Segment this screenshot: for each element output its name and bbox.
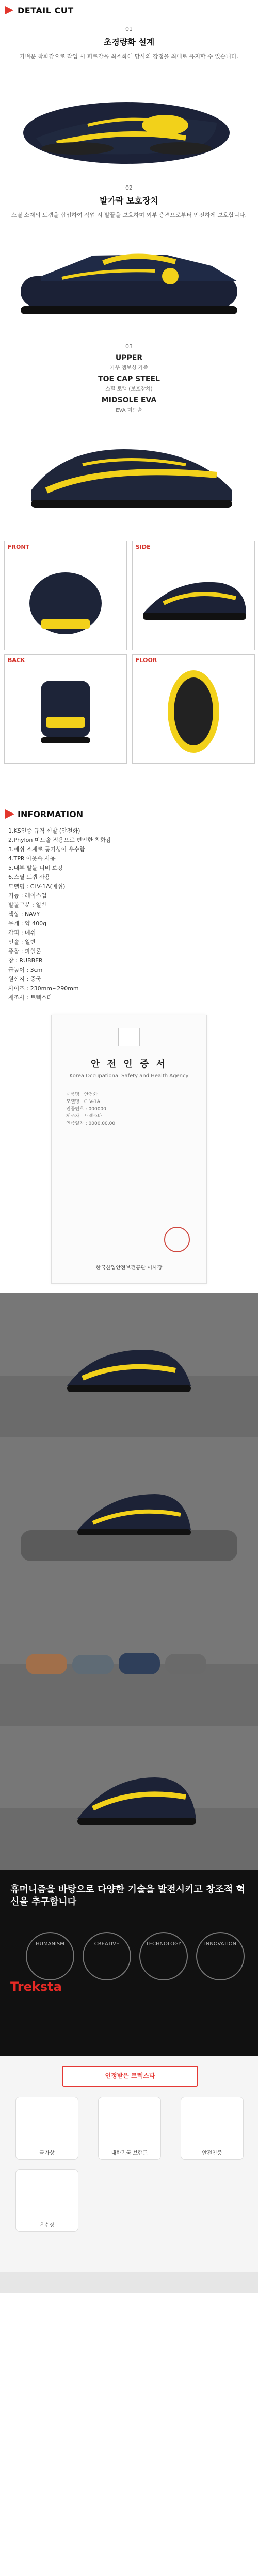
photo-4-shoe bbox=[67, 1757, 201, 1839]
brand-headline: 휴머니즘을 바탕으로 다양한 기술을 발전시키고 창조적 혁신을 추구합니다 bbox=[10, 1884, 245, 1907]
brand-pillar-1-label: HUMANISM bbox=[36, 1941, 64, 1947]
certificate-title: 안 전 인 증 서 bbox=[90, 1059, 167, 1070]
views-grid bbox=[0, 537, 258, 805]
info-item-2: 2.Phylon 미드솔 적용으로 편안한 착화감 bbox=[8, 837, 111, 843]
info-item-12: 무게 : 약 400g bbox=[8, 920, 47, 927]
certificate-line-1: 제품명 : 안전화 bbox=[66, 1092, 98, 1097]
detail-02-num: 02 bbox=[125, 184, 133, 191]
photo-1 bbox=[0, 1293, 258, 1437]
info-item-3: 3.메쉬 소재로 통기성이 우수함 bbox=[8, 846, 85, 853]
side-view-svg bbox=[133, 541, 254, 650]
info-item-10: 발볼구분 : 일반 bbox=[8, 902, 47, 908]
detail-03 bbox=[0, 343, 258, 532]
certificate-foot: 한국산업안전보건공단 이사장 bbox=[95, 1265, 163, 1271]
footer-strip bbox=[0, 2272, 258, 2293]
badge-3-label: 안전인증 bbox=[202, 2150, 222, 2156]
brand-section bbox=[0, 1870, 258, 2056]
label-midsole-sub: EVA 미드솔 bbox=[116, 408, 142, 413]
info-item-6: 6.스틸 토캡 사용 bbox=[8, 874, 51, 880]
badge-4-label: 우수상 bbox=[39, 2223, 55, 2228]
view-front-label: FRONT bbox=[8, 544, 30, 550]
view-back bbox=[4, 654, 127, 764]
information-header bbox=[0, 805, 258, 823]
lifestyle-photos bbox=[0, 1293, 258, 1870]
detail-02-shoe-image bbox=[0, 219, 258, 338]
view-front bbox=[4, 541, 127, 650]
brand-pillar-3 bbox=[139, 1932, 188, 1980]
detail-01-desc: 가벼운 착화감으로 작업 시 피로감을 최소화해 당사의 장점을 최대로 유지할 수 있습니다. bbox=[19, 53, 239, 60]
certificate-line-5: 인증일자 : 0000.00.00 bbox=[66, 1121, 116, 1126]
brand-pillar-2-label: CREATIVE bbox=[94, 1941, 120, 1947]
label-upper-sub: 카우 엠보싱 가죽 bbox=[110, 365, 148, 371]
label-upper: UPPER bbox=[115, 354, 143, 362]
detail-01-shoe-image bbox=[0, 61, 258, 179]
detail-01-title: 초경량화 설계 bbox=[103, 37, 155, 47]
info-item-14: 인솔 : 일반 bbox=[8, 939, 36, 945]
badges-banner-text: 인정받은 트렉스타 bbox=[105, 2072, 155, 2079]
certificate-logo bbox=[118, 1028, 140, 1046]
view-floor bbox=[132, 654, 255, 764]
red-arrow-icon bbox=[5, 6, 13, 14]
view-floor-label: FLOOR bbox=[136, 657, 157, 664]
label-midsole: MIDSOLE EVA bbox=[101, 396, 157, 404]
detail-01-num: 01 bbox=[125, 26, 133, 32]
information-list bbox=[0, 823, 258, 1006]
certificate-line-3: 인증번호 : 000000 bbox=[66, 1107, 106, 1112]
shoe-side-view-svg bbox=[0, 219, 258, 338]
certificate-card bbox=[51, 1015, 207, 1284]
information-title: INFORMATION bbox=[18, 809, 84, 819]
certificate-subtitle: Korea Occupational Safety and Health Agency bbox=[69, 1073, 189, 1079]
info-item-4: 4.TPR 아웃솔 사용 bbox=[8, 855, 56, 862]
brand-pillar-3-label: TECHNOLOGY bbox=[146, 1941, 182, 1947]
badge-2 bbox=[98, 2097, 161, 2160]
badge-3 bbox=[181, 2097, 244, 2160]
brand-pillar-4-label: INNOVATION bbox=[204, 1941, 237, 1947]
photo-2 bbox=[0, 1437, 258, 1582]
info-item-16: 창 : RUBBER bbox=[8, 957, 43, 964]
badge-1 bbox=[15, 2097, 78, 2160]
info-item-20: 제조사 : 트렉스타 bbox=[8, 994, 53, 1001]
info-item-19: 사이즈 : 230mm~290mm bbox=[8, 985, 79, 992]
front-view-svg bbox=[5, 541, 126, 650]
red-arrow-icon-svg bbox=[5, 809, 14, 819]
detail-02-title: 발가락 보호장치 bbox=[100, 196, 158, 206]
badges-section bbox=[0, 2056, 258, 2293]
label-toecap-sub: 스틸 토캡 (보호장치) bbox=[105, 386, 153, 392]
shoe-top-view-svg bbox=[0, 61, 258, 179]
info-item-18: 원산지 : 중국 bbox=[8, 976, 41, 982]
floor-view-svg bbox=[133, 655, 254, 763]
photo-1-shoe bbox=[62, 1329, 196, 1401]
brand-pillar-2 bbox=[83, 1932, 131, 1980]
photo-2-shoe bbox=[72, 1479, 196, 1546]
info-item-17: 굽높이 : 3cm bbox=[8, 967, 43, 973]
red-arrow-icon bbox=[5, 809, 14, 819]
info-item-8: 모델명 : CLV-1A(메쉬) bbox=[8, 883, 66, 890]
certificate-line-2: 모델명 : CLV-1A bbox=[66, 1099, 100, 1105]
badge-2-label: 대한민국 브랜드 bbox=[111, 2150, 148, 2156]
label-toecap: TOE CAP STEEL bbox=[98, 375, 160, 383]
detail-03-num: 03 bbox=[125, 343, 133, 350]
detail-01 bbox=[0, 26, 258, 179]
view-side bbox=[132, 541, 255, 650]
view-back-label: BACK bbox=[8, 657, 25, 664]
certificate-line-4: 제조자 : 트렉스타 bbox=[66, 1114, 102, 1119]
shoe-three-quarter-svg bbox=[0, 413, 258, 532]
info-item-11: 색상 : NAVY bbox=[8, 911, 40, 918]
badges-banner bbox=[62, 2066, 198, 2087]
detail-03-shoe-image bbox=[0, 413, 258, 532]
detail-03-labels bbox=[0, 354, 258, 413]
brand-pillar-1 bbox=[26, 1932, 74, 1980]
info-item-13: 갑피 : 메쉬 bbox=[8, 929, 36, 936]
red-arrow-icon-svg bbox=[5, 6, 13, 14]
info-item-1: 1.KS인증 규격 신발 (안전화) bbox=[8, 827, 80, 834]
photo-3-shoes-group bbox=[26, 1633, 232, 1695]
photo-3 bbox=[0, 1582, 258, 1726]
badge-4 bbox=[15, 2169, 78, 2232]
detail-02 bbox=[0, 184, 258, 338]
info-item-15: 중창 : 파일론 bbox=[8, 948, 41, 955]
brand-pillar-4 bbox=[196, 1932, 245, 1980]
certificate-lines bbox=[66, 1091, 192, 1127]
info-item-9: 기능 : 레이스업 bbox=[8, 892, 47, 899]
detail-cut-header bbox=[0, 0, 258, 21]
photo-4 bbox=[0, 1726, 258, 1870]
detail-cut-title: DETAIL CUT bbox=[18, 5, 74, 15]
certificate-stamp bbox=[164, 1227, 190, 1252]
brand-logo: Treksta bbox=[10, 1979, 62, 1994]
info-item-5: 5.내부 발볼 너비 보강 bbox=[8, 865, 63, 871]
view-side-label: SIDE bbox=[136, 544, 151, 550]
detail-02-desc: 스틸 소재의 토캡을 삽입하여 작업 시 발끝을 보호하며 외부 충격으로부터 안전하게 보호합니다. bbox=[11, 212, 247, 218]
back-view-svg bbox=[5, 655, 126, 763]
badge-1-label: 국가상 bbox=[39, 2150, 55, 2156]
